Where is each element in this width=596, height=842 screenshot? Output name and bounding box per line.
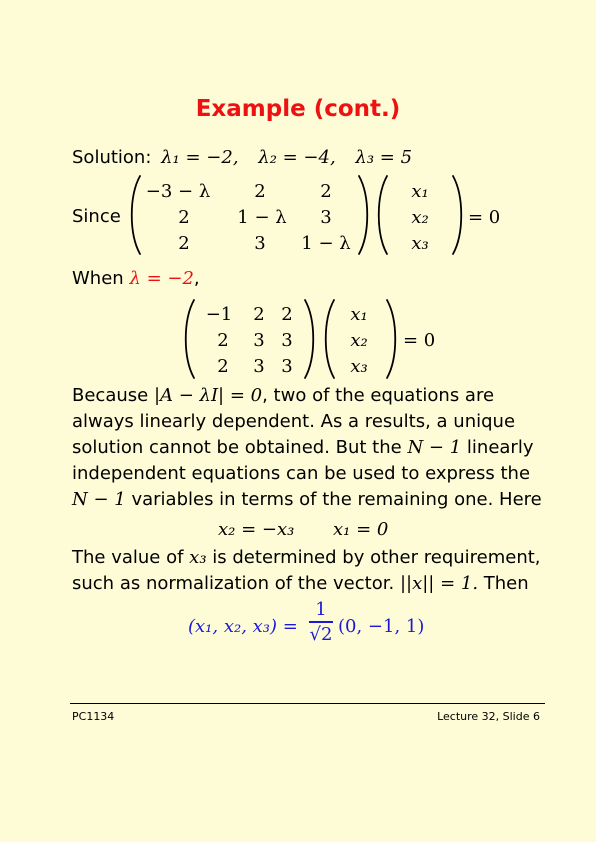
slide-title: Example (cont.) (195, 96, 401, 122)
fraction-numerator: 1 (315, 599, 327, 620)
matrix2-cell: −1 (205, 304, 233, 325)
matrix1-cell: 2 (178, 207, 190, 228)
result-lhs: (x₁, x₂, x₃) = (188, 616, 298, 637)
matrix1-left-paren (128, 174, 142, 256)
eigenvalue-1: λ₁ = −2, (161, 147, 239, 168)
matrix2-right-paren (303, 298, 317, 380)
text-span: variables in terms of the remaining one. Here (131, 489, 542, 510)
text-span: The value of (72, 547, 184, 568)
text-span: Because (72, 385, 149, 406)
matrix1-cell: 2 (178, 233, 190, 254)
matrix2-cell: 2 (281, 304, 293, 325)
paragraph1-line1 (72, 385, 494, 407)
matrix1-cell: 3 (320, 207, 332, 228)
inline-math: N − 1 (72, 489, 126, 510)
inline-math: N − 1 (407, 437, 462, 458)
matrix1-cell: 2 (320, 181, 332, 202)
when-line (72, 268, 200, 290)
result-fraction (306, 600, 336, 646)
text-span: solution cannot be obtained. But the (72, 437, 402, 458)
text-span: such as normalization of the vector. (72, 573, 395, 594)
matrix1-cell: 1 − λ (237, 207, 287, 228)
fraction-bar (309, 621, 333, 623)
footer-rule (70, 703, 545, 704)
matrix1-cell: 2 (254, 181, 266, 202)
vector2-cell: x₂ (350, 330, 368, 351)
equals-zero-1: = 0 (468, 207, 501, 228)
text-span: Then (483, 573, 529, 594)
vector2-cell: x₃ (350, 356, 368, 377)
text-span: linearly (466, 437, 534, 458)
result-rhs: (0, −1, 1) (338, 616, 425, 637)
matrix1-right-paren (357, 174, 371, 256)
text-span: is determined by other requirement, (212, 547, 541, 568)
matrix2-cell: 2 (217, 330, 229, 351)
inline-math: |A − λI| = 0 (153, 385, 263, 406)
matrix2-cell: 2 (253, 304, 265, 325)
relation-x2: x₂ = −x₃ (218, 519, 295, 540)
paragraph1-line2: always linearly dependent. As a results, a unique (72, 411, 516, 432)
inline-math: ||x|| = 1. (399, 573, 479, 594)
vector1-cell: x₃ (411, 233, 429, 254)
matrix2-cell: 3 (253, 356, 265, 377)
paragraph2-line2 (72, 573, 529, 595)
vector2-left-paren (322, 298, 336, 380)
matrix1-cell: 1 − λ (301, 233, 351, 254)
matrix2-cell: 3 (281, 356, 293, 377)
equals-zero-2: = 0 (403, 330, 436, 351)
vector2-cell: x₁ (350, 304, 368, 325)
matrix1-cell: −3 − λ (145, 181, 211, 202)
matrix1-cell: 3 (254, 233, 266, 254)
when-value: λ = −2 (129, 268, 194, 289)
footer-slide-ref: Lecture 32, Slide 6 (437, 710, 540, 723)
fraction-denominator: √2 (309, 623, 333, 645)
vector1-right-paren (451, 174, 465, 256)
paragraph1-line5 (72, 489, 542, 511)
eigenvalue-3: λ₃ = 5 (355, 147, 413, 168)
when-comma: , (193, 268, 200, 289)
text-span: , two of the equations are (262, 385, 495, 406)
vector1-left-paren (375, 174, 389, 256)
paragraph2-line1 (72, 547, 541, 569)
eigenvalue-2: λ₂ = −4, (258, 147, 336, 168)
matrix2-cell: 2 (217, 356, 229, 377)
footer-course: PC1134 (72, 710, 115, 723)
paragraph1-line3 (72, 437, 534, 459)
vector1-cell: x₂ (411, 207, 429, 228)
solution-line (72, 147, 412, 169)
relation-x1: x₁ = 0 (333, 519, 389, 540)
solution-label: Solution: (72, 147, 152, 168)
paragraph1-line4: independent equations can be used to express the (72, 463, 531, 484)
vector2-right-paren (385, 298, 399, 380)
inline-math: x₃ (189, 547, 207, 568)
since-label: Since (72, 206, 121, 227)
vector1-cell: x₁ (411, 181, 429, 202)
matrix2-left-paren (182, 298, 196, 380)
matrix2-cell: 3 (281, 330, 293, 351)
when-label: When (72, 268, 124, 289)
matrix2-cell: 3 (253, 330, 265, 351)
